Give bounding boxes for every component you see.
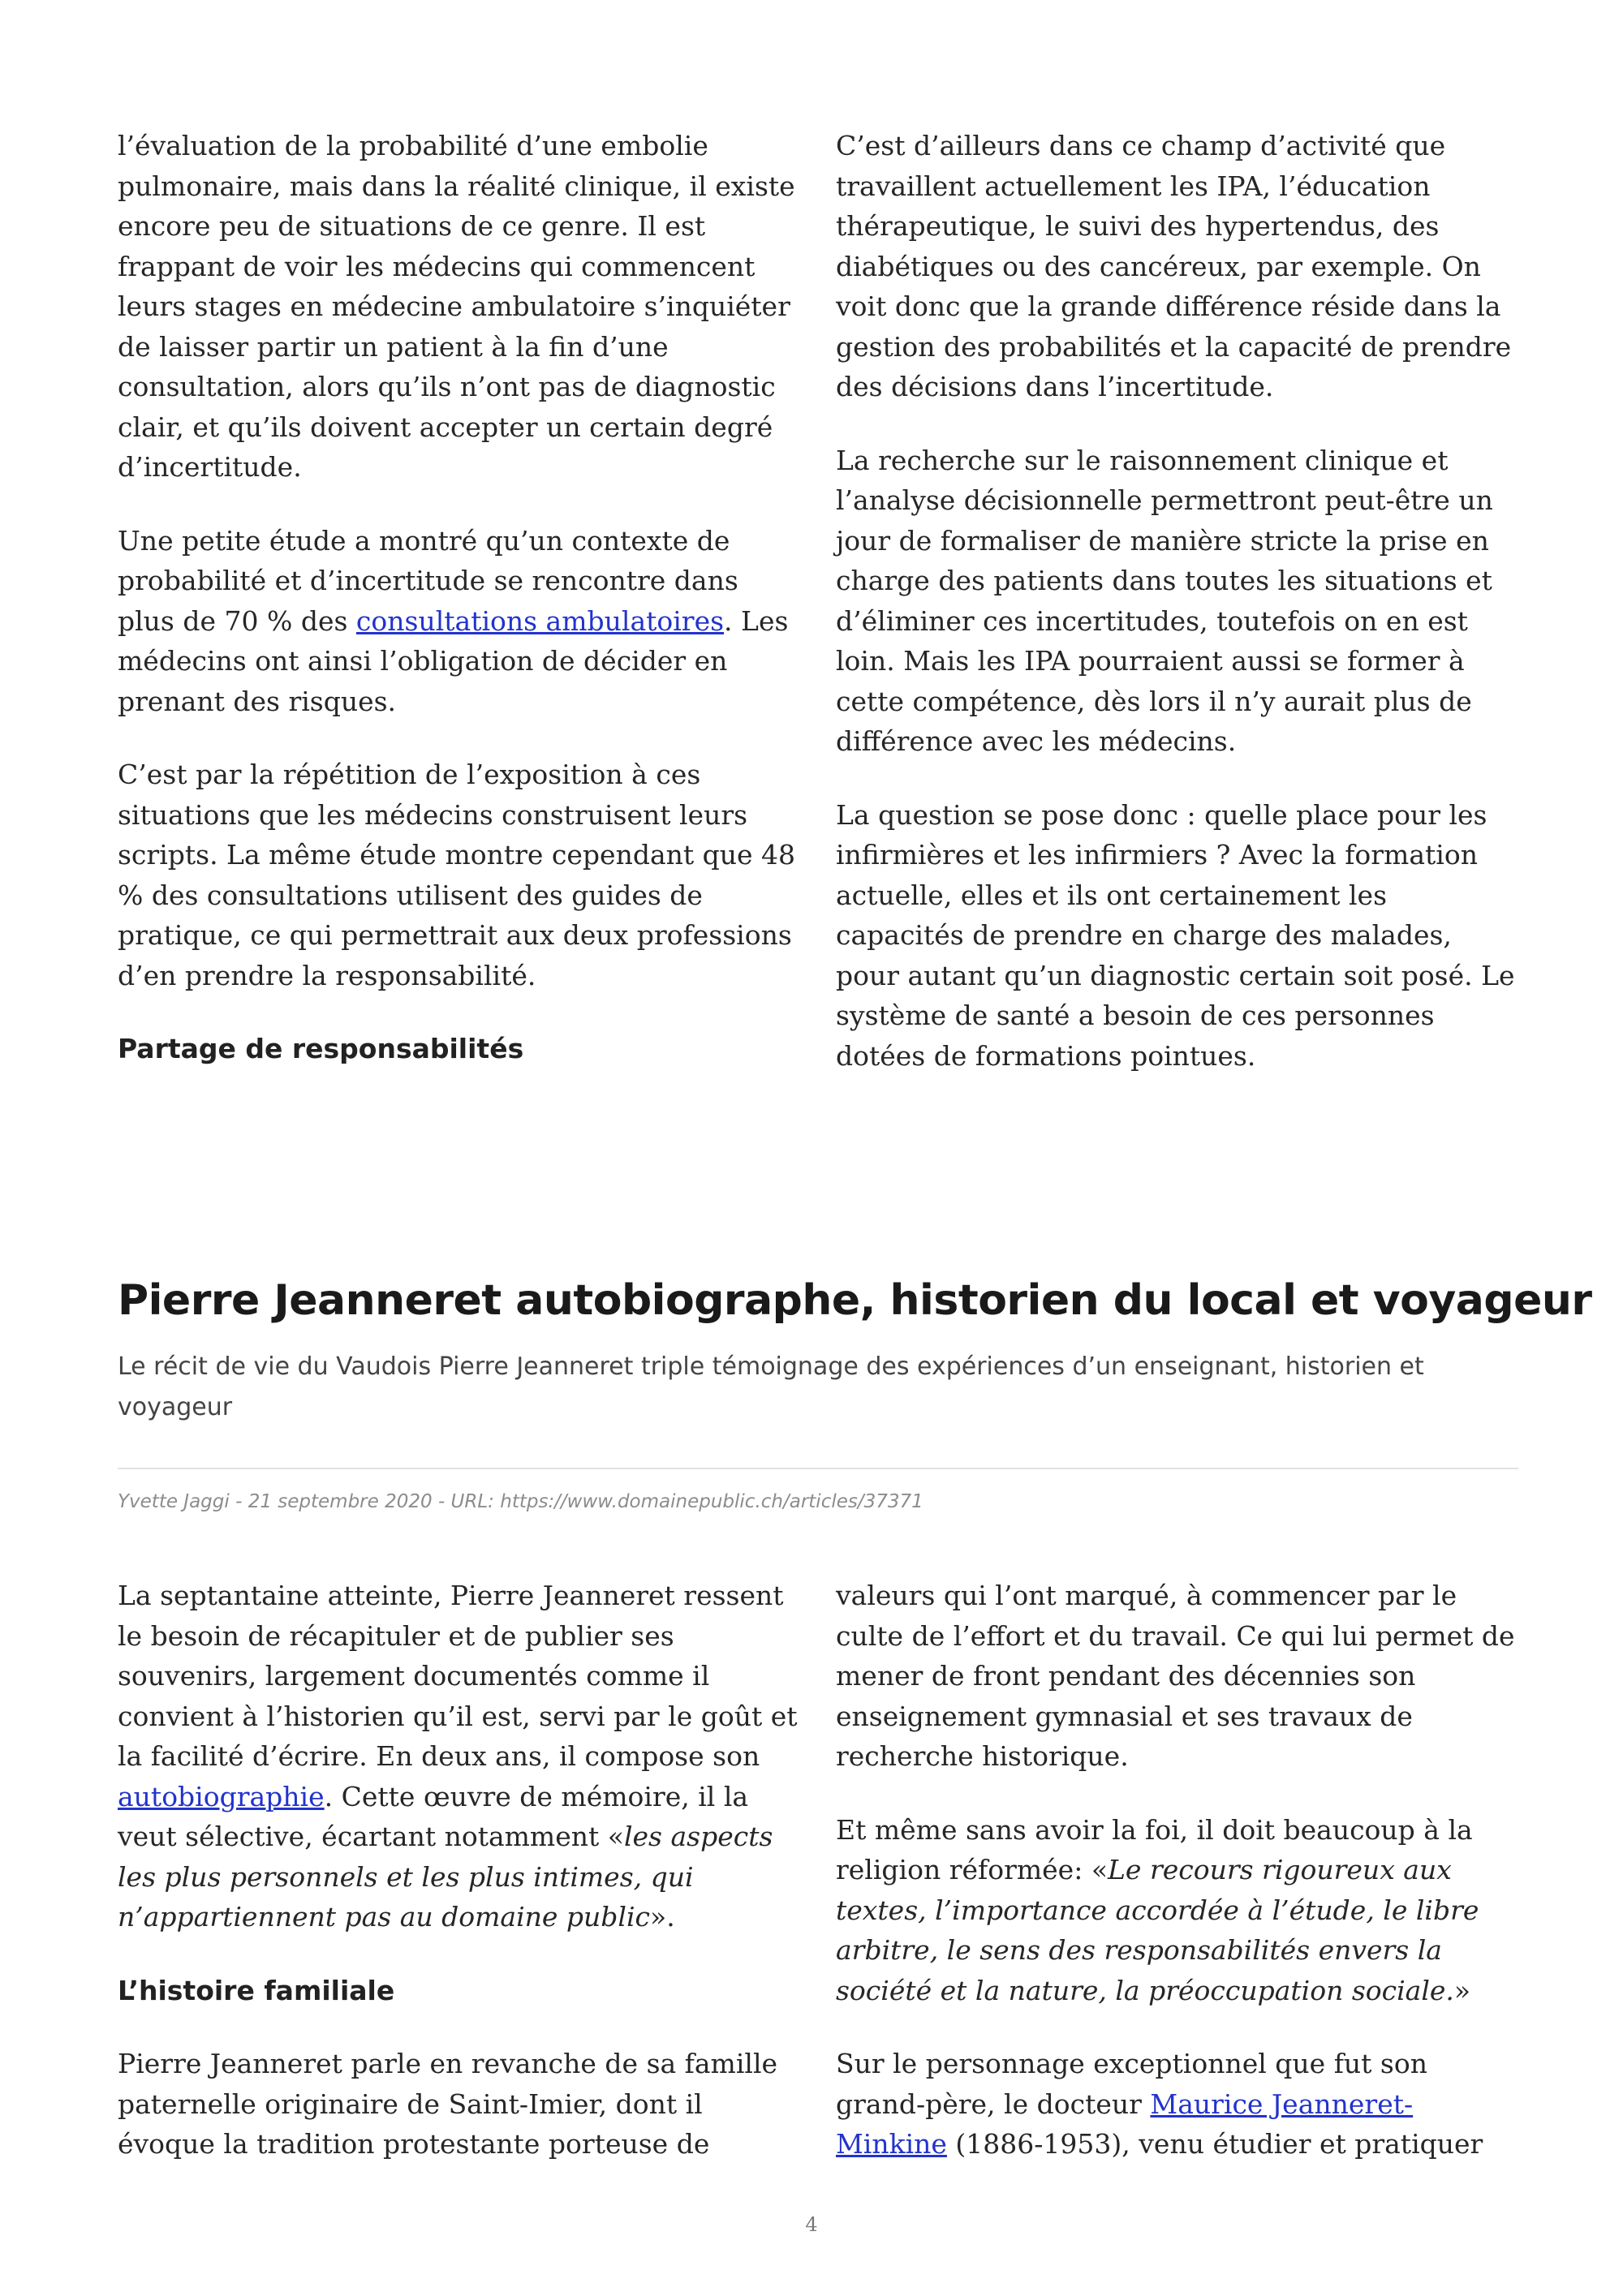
paragraph bbox=[836, 1810, 1522, 2011]
paragraph: valeurs qui l’ont marqué, à commencer par le culte de l’effort et du travail. Ce qui lui permet de mener de front pendant des décennies son enseignement gymnasial et ses travaux de recherche historique. bbox=[836, 1580, 1515, 1772]
article-byline: Yvette Jaggi - 21 septembre 2020 - URL: https://www.domainepublic.ch/articles/37371 bbox=[118, 1491, 923, 1512]
paragraph-text: (1886-1953), venu étudier et pratiquer bbox=[946, 2128, 1483, 2160]
maurice-jeanneret-minkine-link[interactable]: Maurice Jeanneret-Minkine bbox=[836, 2087, 1414, 2160]
paragraph bbox=[118, 521, 799, 722]
section-subheading: L’histoire familiale bbox=[118, 1974, 395, 2006]
prev-article-left-column bbox=[118, 126, 799, 1103]
paragraph-text: . Cette œuvre de mémoire, il la veut sélective, écartant notamment « bbox=[118, 1780, 749, 1852]
paragraph bbox=[118, 1576, 799, 1937]
article-right-column bbox=[836, 1576, 1522, 2198]
article-title: Pierre Jeanneret autobiographe, historien du local et voyageur bbox=[118, 1276, 1592, 1325]
paragraph-text: Sur le personnage exceptionnel que fut son grand-père, le docteur bbox=[836, 2048, 1427, 2120]
paragraph bbox=[836, 2044, 1522, 2165]
paragraph-text: Une petite étude a montré qu’un contexte de probabilité et d’incertitude se rencontre dans plus de 70 % des bbox=[118, 524, 738, 637]
quote-text: Le recours rigoureux aux textes, l’importance accordée à l’étude, le libre arbitre, le sens des responsabilités envers la société et la nature, la préoccupation sociale. bbox=[836, 1854, 1479, 2006]
paragraph: l’évaluation de la probabilité d’une embolie pulmonaire, mais dans la réalité clinique, il existe encore peu de situations de ce genre. Il est frappant de voir les médecins qui commencent leurs stages en médecine ambulatoire s’inquiéter de laisser partir un patient à la fin d’une consultation, alors qu’ils n’ont pas de diagnostic clair, et qu’ils doivent accepter un certain degré d’incertitude. bbox=[118, 130, 795, 483]
paragraph: Pierre Jeanneret parle en revanche de sa famille paternelle originaire de Saint-Imier, dont il évoque la tradition protestante porteuse de bbox=[118, 2048, 778, 2160]
prev-article-right-column bbox=[836, 126, 1522, 1109]
paragraph-text: Et même sans avoir la foi, il doit beaucoup à la religion réformée: « bbox=[836, 1813, 1473, 1885]
paragraph-text: . Les médecins ont ainsi l’obligation de décider en prenant des risques. bbox=[118, 604, 789, 717]
article-lead: Le récit de vie du Vaudois Pierre Jeanneret triple témoignage des expériences d’un enseignant, historien et voyageur bbox=[118, 1352, 1424, 1421]
paragraph-text: ». bbox=[650, 1901, 675, 1933]
consultations-ambulatoires-link[interactable]: consultations ambulatoires bbox=[355, 604, 725, 637]
paragraph-text: La septantaine atteinte, Pierre Jeanneret ressent le besoin de récapituler et de publier ses souvenirs, largement documentés comme il convient à l’historien qu’il est, servi par le goût et la facilité d’écrire. En deux ans, il compose son bbox=[118, 1580, 798, 1772]
page-number: 4 bbox=[805, 2213, 818, 2236]
paragraph: C’est par la répétition de l’exposition à ces situations que les médecins construisent leurs scripts. La même étude montre cependant que 48 % des consultations utilisent des guides de pratique, ce qui permettrait aux deux professions d’en prendre la responsabilité. bbox=[118, 759, 796, 991]
section-subheading: Partage de responsabilités bbox=[118, 1033, 524, 1064]
paragraph: C’est d’ailleurs dans ce champ d’activité que travaillent actuellement les IPA, l’éducation thérapeutique, le suivi des hypertendus, des diabétiques ou des cancéreux, par exemple. On voit donc que la grande différence réside dans la gestion des probabilités et la capacité de prendre des décisions dans l’incertitude. bbox=[836, 130, 1512, 402]
paragraph-text: » bbox=[1453, 1974, 1471, 2006]
quote-text: les aspects les plus personnels et les plus intimes, qui n’appartiennent pas au domaine public bbox=[118, 1821, 773, 1933]
divider bbox=[118, 1468, 1518, 1469]
autobiographie-link[interactable]: autobiographie bbox=[118, 1780, 325, 1812]
paragraph: La question se pose donc : quelle place pour les infirmières et les infirmiers ? Avec la formation actuelle, elles et ils ont certainement les capacités de prendre en charge des malades, pour autant qu’un diagnostic certain soit posé. Le système de santé a besoin de ces personnes dotées de formations pointues. bbox=[836, 798, 1515, 1072]
paragraph: La recherche sur le raisonnement clinique et l’analyse décisionnelle permettront peut-être un jour de formaliser de manière stricte la prise en charge des patients dans toutes les situations et d’éliminer ces incertitudes, toutefois on en est loin. Mais les IPA pourraient aussi se former à cette compétence, dès lors il n’y aurait plus de différence avec les médecins. bbox=[836, 444, 1493, 757]
article-left-column bbox=[118, 1576, 799, 2198]
